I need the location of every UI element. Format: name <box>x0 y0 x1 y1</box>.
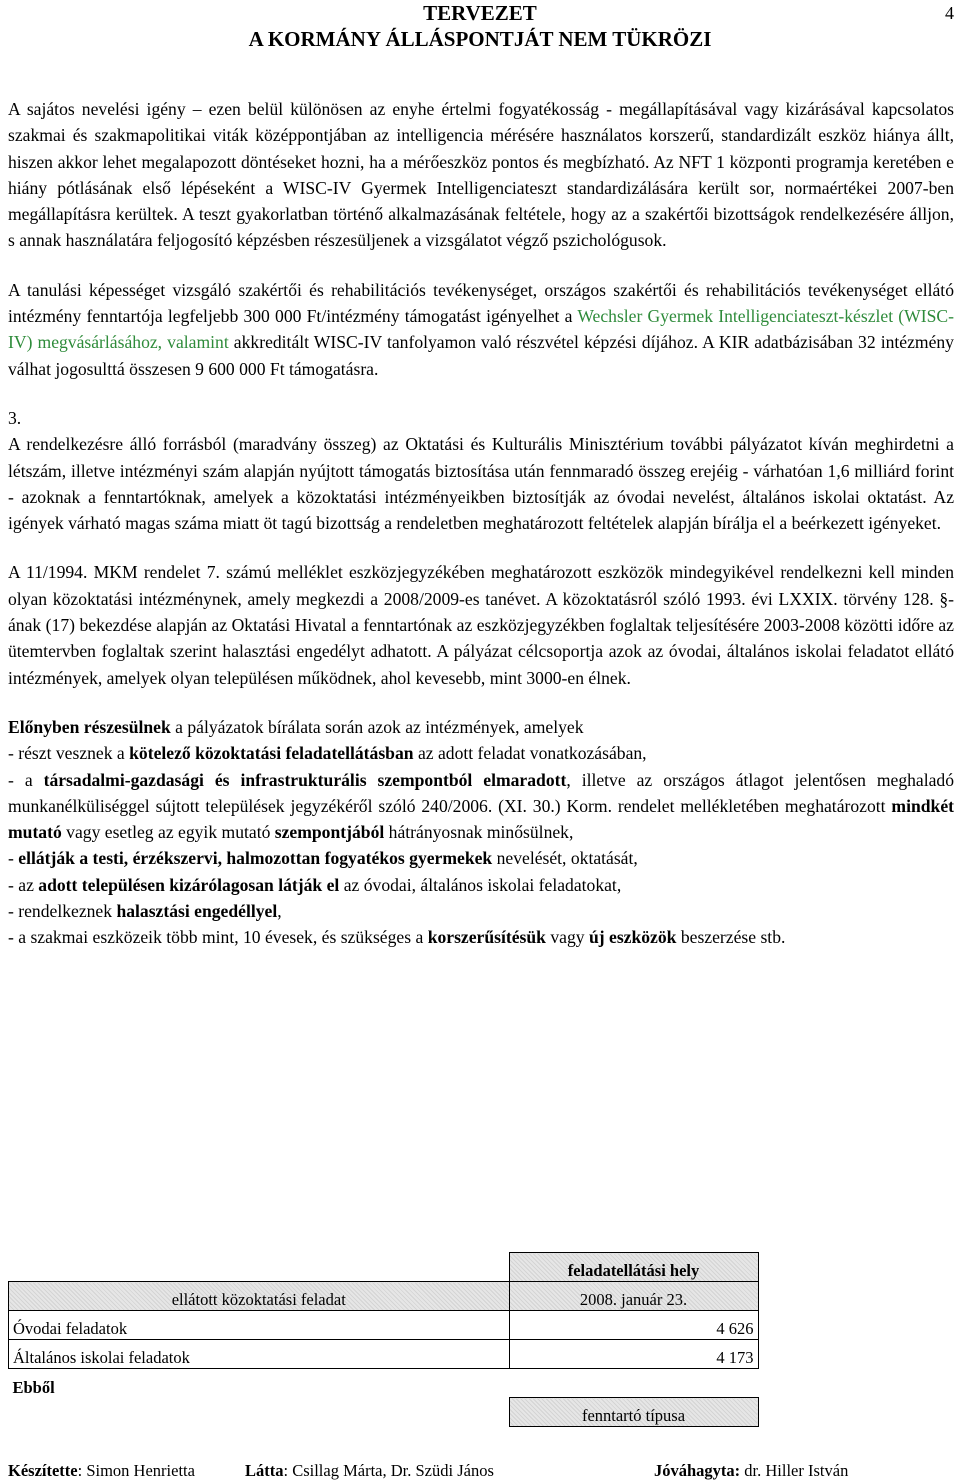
footer-prepared-by <box>8 1460 195 1482</box>
item-text: hátrányosnak minősülnek, <box>384 822 574 843</box>
table-row-value: 4 626 <box>509 1311 758 1340</box>
paragraph-remaining-funds: A rendelkezésre álló forrásból (maradvány összeg) az Oktatási és Kulturális Minisztérium további pályázatot kíván meghirdetni a létszám, illetve intézményi szám alapján nyújtott támogatás biztosítása után fennmaradó összeg erejéig - várhatóan 1,6 milliárd forint - azoknak a fenntartóknak, amelyek a közoktatási intézményeikben biztosítják az óvodai nevelést, általános iskolai oktatást. Az igények várható magas száma miatt öt tagú bizottság a rendeletben meghatározott feltételek alapján bírálja el a beérkezett igényeket. <box>8 434 954 534</box>
item-text: - rendelkeznek <box>8 901 117 922</box>
item-text: - az <box>8 874 39 895</box>
item-text: - részt vesznek a <box>8 743 130 764</box>
draft-label: TERVEZET <box>423 1 537 25</box>
item-bold: társadalmi-gazdasági és infrastrukturális szempontból elmaradott <box>43 769 567 790</box>
priority-item <box>8 872 954 898</box>
table-row <box>9 1340 759 1369</box>
item-text: - <box>8 848 19 869</box>
item-text: - a <box>8 769 44 790</box>
item-bold: új eszközök <box>588 927 677 948</box>
priority-item <box>8 845 954 871</box>
item-text: az adott feladat vonatkozásában, <box>413 743 647 764</box>
support-text-a: A tanulási képességet vizsgáló szakértői és rehabilitációs tevékenységet, országos szakértői és rehabilitációs tevékenységet ellátó intézmény fenntartója legfeljebb 300 000 Ft/intézmény támogatást igényelhet a <box>8 279 954 327</box>
table-row <box>9 1369 759 1398</box>
item-bold: halasztási engedéllyel <box>116 901 278 922</box>
footer-label: Jóváhagyta: <box>654 1461 741 1480</box>
item-bold: ellátják a testi, érzékszervi, halmozottan fogyatékos gyermekek <box>18 848 493 869</box>
wisc-kit-highlight: Wechsler Gyermek Intelligenciateszt-készlet (WISC-IV) megvásárlásához, valamint <box>8 306 955 353</box>
table-empty-cell <box>509 1369 758 1398</box>
item-bold: adott településen kizárólagosan látják el <box>38 874 340 895</box>
table-fenntarto: fenntartó típusa <box>509 1398 758 1427</box>
priority-lead-text: a pályázatok bírálata során azok az intézmények, amelyek <box>170 716 584 737</box>
item-text: , <box>277 901 282 922</box>
priority-lead-bold: Előnyben részesülnek <box>8 716 171 737</box>
section-number: 3. <box>8 407 22 428</box>
table-empty-cell <box>9 1398 510 1427</box>
item-text: nevelését, oktatását, <box>492 848 638 869</box>
table-row <box>9 1311 759 1340</box>
item-bold: korszerűsítésük <box>427 927 546 948</box>
item-text: , illetve az országos átlagot jelentősen meghaladó munkanélküliséggel sújtott települések jegyzékéről szóló 240/2006. (XI. 30.) Korm. rendelet mellékletében meghatározott <box>8 769 955 816</box>
item-bold: mindkét mutató <box>8 795 954 843</box>
footer-value: dr. Hiller István <box>740 1461 849 1480</box>
footer-label: Látta <box>245 1461 284 1480</box>
tasks-table <box>8 1252 759 1427</box>
priority-list <box>8 714 954 951</box>
item-bold: kötelező közoktatási feladatellátásban <box>129 743 414 764</box>
table-row-value: 4 173 <box>509 1340 758 1369</box>
table-row-label: Óvodai feladatok <box>9 1311 510 1340</box>
document-body <box>8 96 954 951</box>
priority-item <box>8 898 954 924</box>
table-col2-header: 2008. január 23. <box>509 1282 758 1311</box>
table-row-label: Általános iskolai feladatok <box>9 1340 510 1369</box>
table-col1-header: ellátott közoktatási feladat <box>9 1282 510 1311</box>
footer-value: : Simon Henrietta <box>77 1461 195 1480</box>
page-number: 4 <box>945 3 954 23</box>
footer-seen-by <box>245 1460 494 1482</box>
footer-label: Készítette <box>8 1461 78 1480</box>
table-head-right: feladatellátási hely <box>509 1253 758 1282</box>
item-text: az óvodai, általános iskolai feladatokat, <box>339 874 622 895</box>
document-header <box>0 0 960 52</box>
priority-item <box>8 924 954 950</box>
table-head-row <box>9 1253 759 1282</box>
table-row <box>9 1398 759 1427</box>
table-ebbol: Ebből <box>12 1377 55 1397</box>
item-bold: szempontjából <box>274 822 385 843</box>
table-header-row <box>9 1282 759 1311</box>
table-empty-cell <box>9 1253 510 1282</box>
paragraph-mkm-decree: A 11/1994. MKM rendelet 7. számú melléklet eszközjegyzékében meghatározott eszközök mindegyikével rendelkezni kell minden olyan közoktatási intézménynek, amely megkezdi a 2008/2009-es tanévet. A közoktatásról szóló 1993. évi LXXIX. törvény 128. §-ának (17) bekezdése alapján az Oktatási Hivatal a fenntartónak az eszközjegyzékben foglaltak teljesítésére 2003-2008 közötti időre az ütemtervben foglaltak szerint halasztási engedélyt adhatott. A pályázat célcsoportja azok az óvodai, általános iskolai feladatot ellátó intézmények, amelyek olyan településen működnek, ahol kevesebb, mint 3000-en élnek. <box>8 562 954 688</box>
disclaimer-label: A KORMÁNY ÁLLÁSPONTJÁT NEM TÜKRÖZI <box>248 27 712 51</box>
support-text-b: akkreditált WISC-IV tanfolyamon való részvétel képzési díjához. A KIR adatbázisában 32 intézmény válhat jogosulttá összesen 9 600 000 Ft támogatásra. <box>8 332 954 379</box>
paragraph-wisc-intro: A sajátos nevelési igény – ezen belül különösen az enyhe értelmi fogyatékosság - megállapításával vagy kizárásával kapcsolatos szakmai és szakmapolitikai viták középpontjában az intelligencia mérésére használatos korszerű, standardizált eszköz hiánya állt, hiszen akkor lehet megalapozott döntéseket hozni, ha a mérőeszköz pontos és megbízható. Az NFT 1 központi programja keretében e hiány pótlásának első lépéseként a WISC-IV Gyermek Intelligenciateszt standardizálására került sor, normaértékei 2007-ben megállapításra kerültek. A teszt gyakorlatban történő alkalmazásának feltétele, hogy az a szakértői bizottságok rendelkezésére álljon, s annak használatára feljogosító képzésben részesüljenek a vizsgálatot végző pszichológusok. <box>8 99 954 251</box>
item-text: beszerzése stb. <box>676 927 786 948</box>
footer-approved-by <box>654 1460 848 1482</box>
item-text: vagy <box>545 927 589 948</box>
footer-value: : Csillag Márta, Dr. Szüdi János <box>283 1461 494 1480</box>
priority-item <box>8 767 954 846</box>
item-text: - a szakmai eszközeik több mint, 10 évesek, és szükséges a <box>8 927 428 948</box>
item-text: vagy esetleg az egyik mutató <box>61 822 275 843</box>
priority-item <box>8 740 954 766</box>
priority-lead <box>8 714 954 740</box>
paragraph-support <box>8 277 954 382</box>
